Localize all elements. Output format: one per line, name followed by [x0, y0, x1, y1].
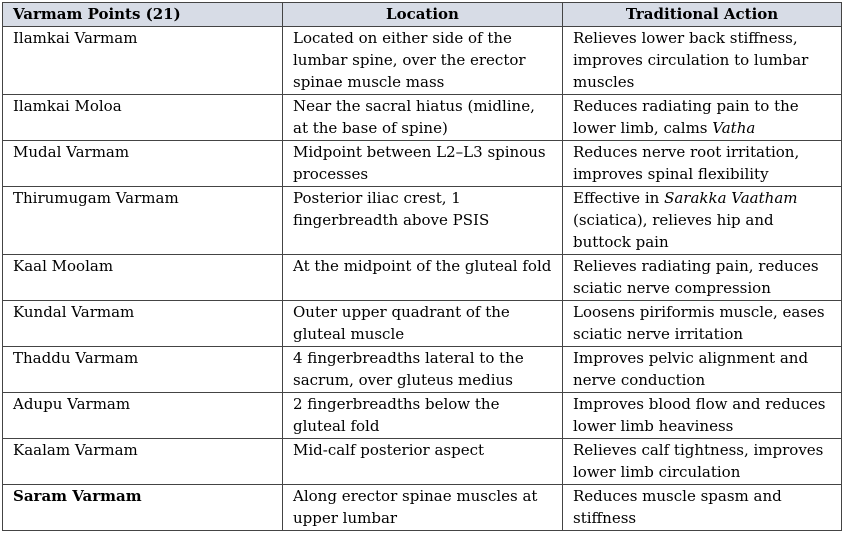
point-location: Located on either side of the lumbar spine, over the erector spinae muscle mass: [283, 27, 563, 95]
point-name: Kaalam Varmam: [3, 439, 283, 485]
table-row: [3, 95, 842, 141]
point-name: Thaddu Varmam: [3, 347, 283, 393]
table-row: [3, 301, 842, 347]
header-location: Location: [283, 3, 563, 27]
table-row: [3, 347, 842, 393]
point-action: Reduces nerve root irritation, improves spinal flexibility: [563, 141, 842, 187]
header-traditional-action: Traditional Action: [563, 3, 842, 27]
table-row: [3, 255, 842, 301]
action-text: Effective in: [573, 189, 665, 207]
varmam-points-table: [2, 2, 842, 531]
point-action: Improves blood flow and reduces lower limb heaviness: [563, 393, 842, 439]
point-action: [563, 95, 842, 141]
table-row: [3, 141, 842, 187]
table-body: [3, 27, 842, 531]
table-row: [3, 187, 842, 255]
table-row: [3, 485, 842, 531]
point-name: Kundal Varmam: [3, 301, 283, 347]
action-term: Vatha: [712, 119, 756, 137]
point-location: Outer upper quadrant of the gluteal muscle: [283, 301, 563, 347]
point-name: Thirumugam Varmam: [3, 187, 283, 255]
point-name: Ilamkai Moloa: [3, 95, 283, 141]
point-action: Improves pelvic alignment and nerve conduction: [563, 347, 842, 393]
point-location: Mid-calf posterior aspect: [283, 439, 563, 485]
header-varmam-points: Varmam Points (21): [3, 3, 283, 27]
point-location: At the midpoint of the gluteal fold: [283, 255, 563, 301]
point-location: Near the sacral hiatus (midline, at the base of spine): [283, 95, 563, 141]
point-location: Posterior iliac crest, 1 fingerbreadth above PSIS: [283, 187, 563, 255]
table-row: [3, 393, 842, 439]
point-location: 4 fingerbreadths lateral to the sacrum, over gluteus medius: [283, 347, 563, 393]
table-header: [3, 3, 842, 27]
point-action: Reduces muscle spasm and stiffness: [563, 485, 842, 531]
point-name: Adupu Varmam: [3, 393, 283, 439]
point-location: Along erector spinae muscles at upper lumbar: [283, 485, 563, 531]
point-location: Midpoint between L2–L3 spinous processes: [283, 141, 563, 187]
point-action: [563, 187, 842, 255]
point-action: Loosens piriformis muscle, eases sciatic nerve irritation: [563, 301, 842, 347]
point-name: Saram Varmam: [3, 485, 283, 531]
point-name: Kaal Moolam: [3, 255, 283, 301]
table-row: [3, 439, 842, 485]
point-name: Ilamkai Varmam: [3, 27, 283, 95]
header-row: [3, 3, 842, 27]
point-action: Relieves calf tightness, improves lower limb circulation: [563, 439, 842, 485]
table-row: [3, 27, 842, 95]
action-text: Reduces radiating pain to the lower limb, calms: [573, 97, 799, 137]
point-action: Relieves radiating pain, reduces sciatic nerve compression: [563, 255, 842, 301]
point-name: Mudal Varmam: [3, 141, 283, 187]
action-term: Sarakka Vaatham: [664, 189, 798, 207]
point-action: Relieves lower back stiffness, improves circulation to lumbar muscles: [563, 27, 842, 95]
action-text-end: (sciatica), relieves hip and buttock pain: [573, 211, 774, 251]
point-location: 2 fingerbreadths below the gluteal fold: [283, 393, 563, 439]
